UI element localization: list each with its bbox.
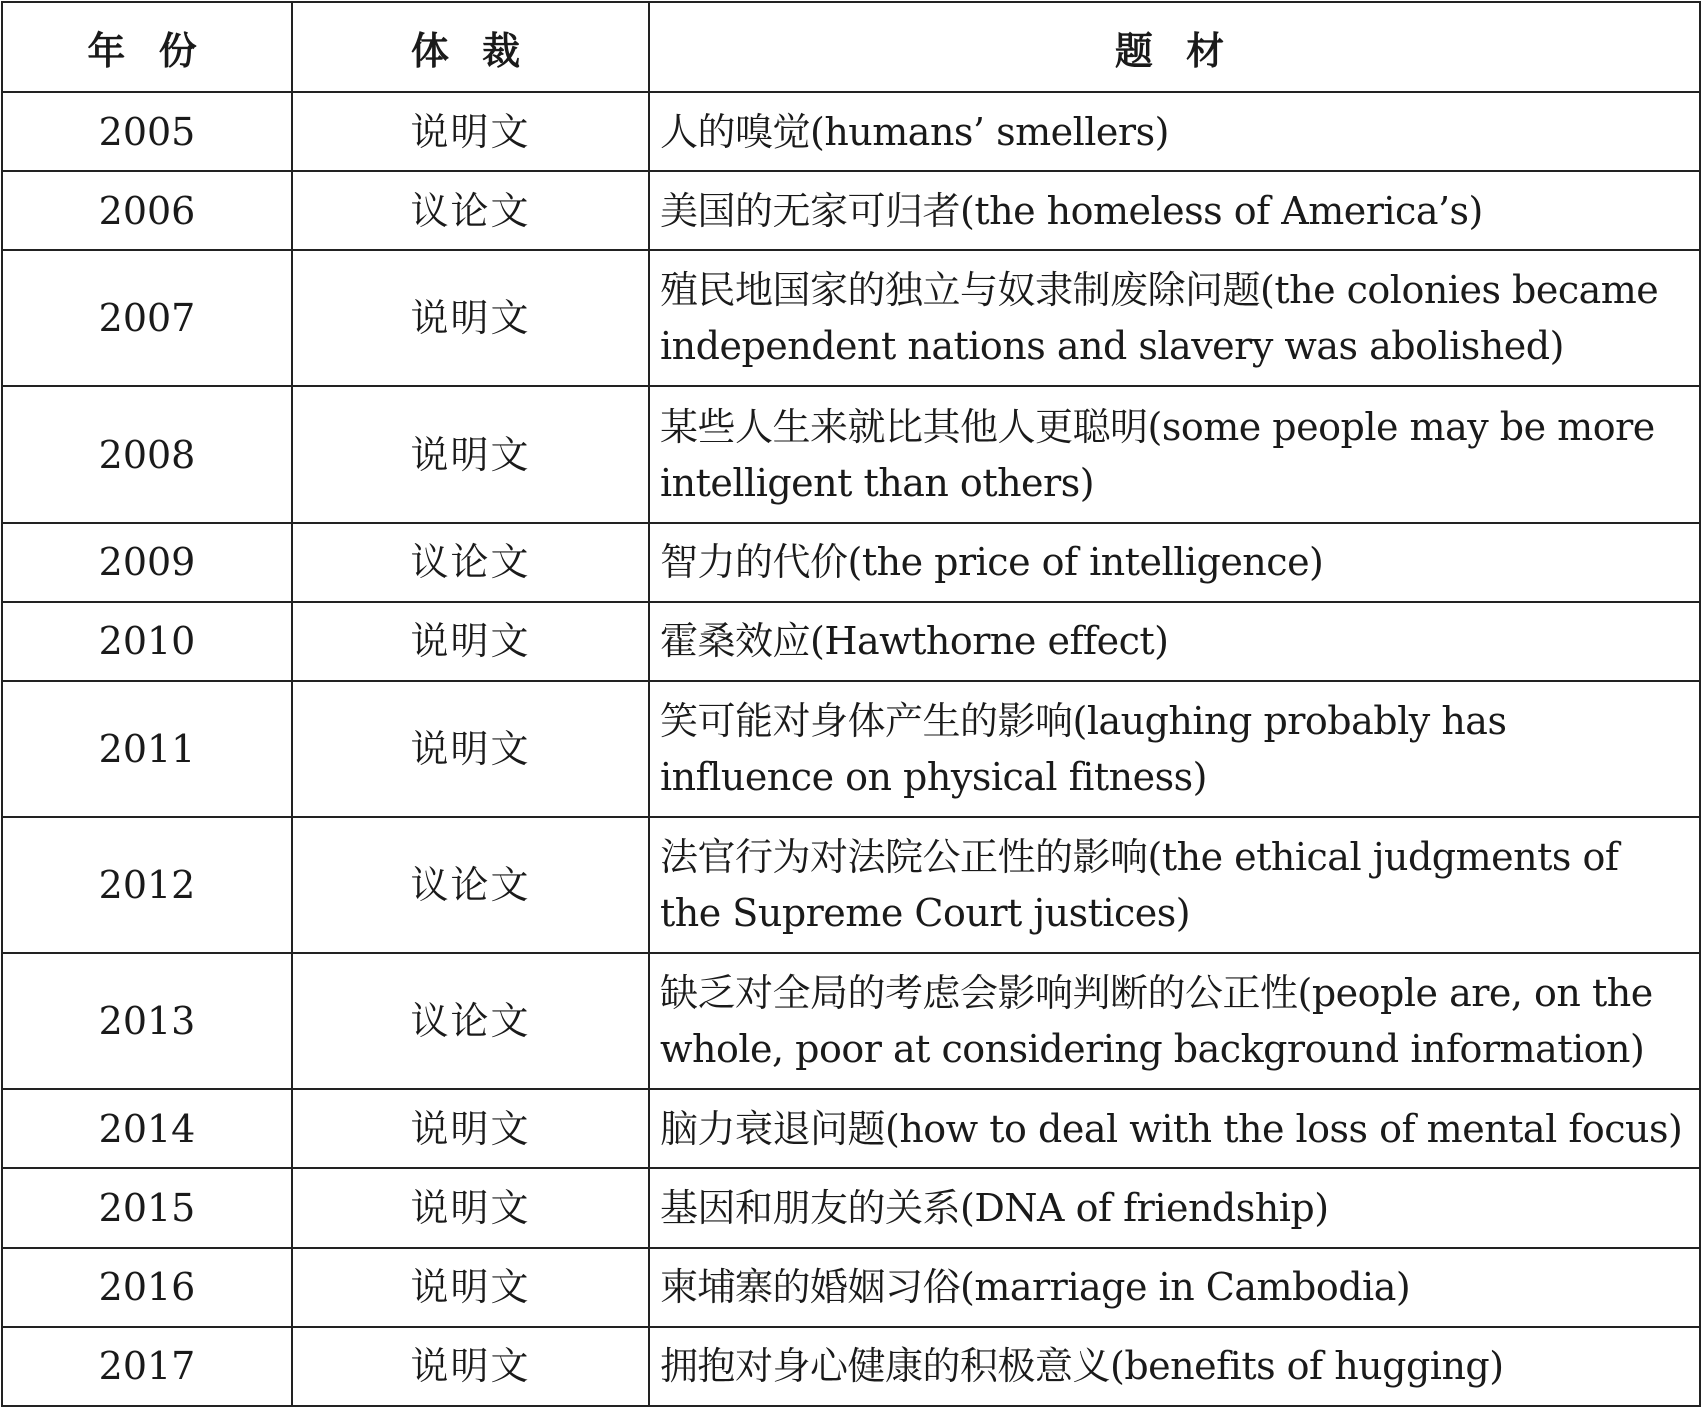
table-row: [2, 171, 1700, 250]
table-header-row: [2, 2, 1700, 92]
year-cell: 2009: [2, 523, 292, 602]
table-row: [2, 1248, 1700, 1327]
table-row: [2, 386, 1700, 522]
table-row: [2, 1168, 1700, 1247]
table-row: [2, 1089, 1700, 1168]
topic-cell: 霍桑效应(Hawthorne effect): [649, 602, 1700, 681]
genre-cell: 说明文: [292, 681, 649, 817]
genre-cell: 说明文: [292, 1327, 649, 1406]
year-cell: 2013: [2, 953, 292, 1089]
year-cell: 2014: [2, 1089, 292, 1168]
table-row: [2, 92, 1700, 171]
year-cell: 2006: [2, 171, 292, 250]
topic-cell: 笑可能对身体产生的影响(laughing probably has influence on physical fitness): [649, 681, 1700, 817]
table-row: [2, 953, 1700, 1089]
genre-cell: 说明文: [292, 92, 649, 171]
genre-cell: 说明文: [292, 1089, 649, 1168]
topics-table: [1, 1, 1701, 1407]
year-cell: 2011: [2, 681, 292, 817]
genre-cell: 说明文: [292, 1248, 649, 1327]
topic-cell: 拥抱对身心健康的积极意义(benefits of hugging): [649, 1327, 1700, 1406]
topic-cell: 缺乏对全局的考虑会影响判断的公正性(people are, on the whole, poor at considering background information): [649, 953, 1700, 1089]
year-cell: 2015: [2, 1168, 292, 1247]
year-cell: 2005: [2, 92, 292, 171]
topic-cell: 殖民地国家的独立与奴隶制废除问题(the colonies became independent nations and slavery was abolished): [649, 250, 1700, 386]
genre-cell: 议论文: [292, 953, 649, 1089]
table-row: [2, 817, 1700, 953]
topic-cell: 基因和朋友的关系(DNA of friendship): [649, 1168, 1700, 1247]
table-row: [2, 1327, 1700, 1406]
topic-cell: 柬埔寨的婚姻习俗(marriage in Cambodia): [649, 1248, 1700, 1327]
year-cell: 2017: [2, 1327, 292, 1406]
year-cell: 2016: [2, 1248, 292, 1327]
table-row: [2, 602, 1700, 681]
genre-cell: 议论文: [292, 171, 649, 250]
header-topic: 题 材: [649, 2, 1700, 92]
genre-cell: 说明文: [292, 250, 649, 386]
genre-cell: 议论文: [292, 523, 649, 602]
table-row: [2, 681, 1700, 817]
table-row: [2, 523, 1700, 602]
header-year: 年 份: [2, 2, 292, 92]
topic-cell: 智力的代价(the price of intelligence): [649, 523, 1700, 602]
year-cell: 2008: [2, 386, 292, 522]
year-cell: 2010: [2, 602, 292, 681]
topic-cell: 人的嗅觉(humans’ smellers): [649, 92, 1700, 171]
year-cell: 2012: [2, 817, 292, 953]
header-genre: 体 裁: [292, 2, 649, 92]
genre-cell: 议论文: [292, 817, 649, 953]
genre-cell: 说明文: [292, 1168, 649, 1247]
genre-cell: 说明文: [292, 602, 649, 681]
topic-cell: 脑力衰退问题(how to deal with the loss of mental focus): [649, 1089, 1700, 1168]
topic-cell: 某些人生来就比其他人更聪明(some people may be more intelligent than others): [649, 386, 1700, 522]
genre-cell: 说明文: [292, 386, 649, 522]
topic-cell: 美国的无家可归者(the homeless of America’s): [649, 171, 1700, 250]
topic-cell: 法官行为对法院公正性的影响(the ethical judgments of the Supreme Court justices): [649, 817, 1700, 953]
year-cell: 2007: [2, 250, 292, 386]
table-row: [2, 250, 1700, 386]
